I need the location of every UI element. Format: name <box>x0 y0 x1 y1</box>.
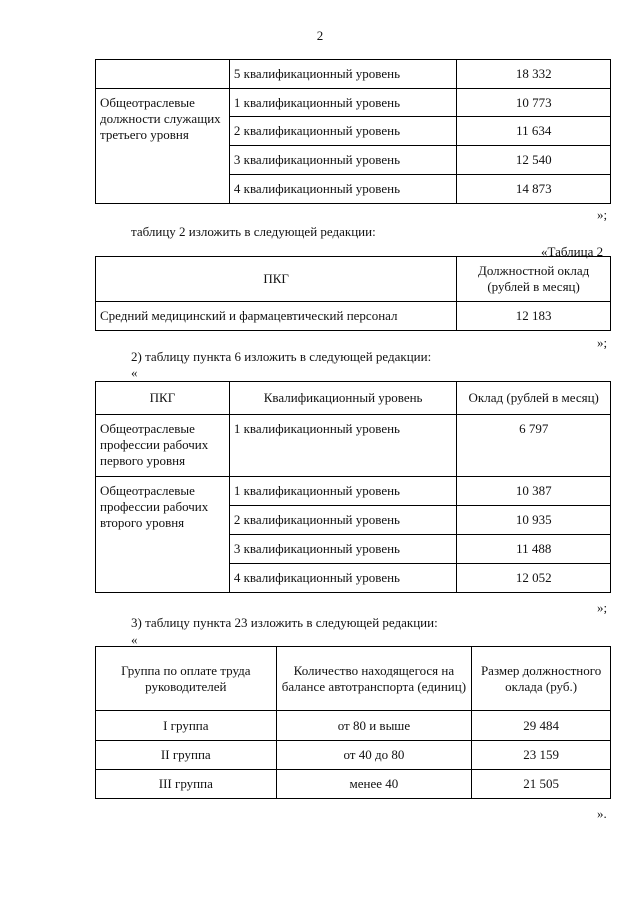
group-cell: Общеотраслевые профессии рабочих второго уровня <box>96 477 230 593</box>
table-header-row <box>96 382 611 415</box>
value-cell: 18 332 <box>457 60 611 89</box>
level-cell: 4 квалификационный уровень <box>229 175 457 204</box>
level-cell: 4 квалификационный уровень <box>229 564 457 593</box>
value-cell: 12 540 <box>457 146 611 175</box>
level-cell: 2 квалификационный уровень <box>229 506 457 535</box>
level-cell: 1 квалификационный уровень <box>229 89 457 117</box>
table-workers-professions <box>95 381 611 593</box>
table-cell-empty <box>96 60 230 89</box>
header-salary: Должностной оклад (рублей в месяц) <box>457 257 611 302</box>
table-header-row <box>96 647 611 711</box>
level-cell: 2 квалификационный уровень <box>229 117 457 146</box>
value-cell: 10 773 <box>457 89 611 117</box>
opening-quote: « <box>131 365 138 380</box>
table-row <box>96 89 611 117</box>
value-cell: 23 159 <box>472 741 611 770</box>
group-cell: II группа <box>96 741 277 770</box>
table-row <box>96 711 611 741</box>
closing-quote: »; <box>597 600 608 615</box>
level-cell: 1 квалификационный уровень <box>229 415 457 477</box>
value-cell: 29 484 <box>472 711 611 741</box>
table-header-row <box>96 257 611 302</box>
group-cell: I группа <box>96 711 277 741</box>
value-cell: 10 935 <box>457 506 611 535</box>
closing-quote: »; <box>597 207 608 222</box>
value-cell: 21 505 <box>472 770 611 799</box>
table-managers-groups <box>95 646 611 799</box>
group-cell: Общеотраслевые профессии рабочих первого уровня <box>96 415 230 477</box>
table-row <box>96 302 611 331</box>
value-cell: 6 797 <box>457 415 611 477</box>
count-cell: от 40 до 80 <box>276 741 472 770</box>
level-cell: 3 квалификационный уровень <box>229 535 457 564</box>
level-cell: 3 квалификационный уровень <box>229 146 457 175</box>
table-row <box>96 741 611 770</box>
table-row <box>96 477 611 506</box>
level-cell: 5 квалификационный уровень <box>229 60 457 89</box>
table-row <box>96 770 611 799</box>
header-level: Квалификационный уровень <box>229 382 457 415</box>
page-number: 2 <box>316 28 324 43</box>
value-cell: 12 052 <box>457 564 611 593</box>
header-count: Количество находящегося на балансе автотранспорта (единиц) <box>276 647 472 711</box>
paragraph-text: 3) таблицу пункта 23 изложить в следующей редакции: <box>131 615 438 630</box>
opening-quote: « <box>131 632 138 647</box>
header-salary: Размер должностного оклада (руб.) <box>472 647 611 711</box>
table-row <box>96 415 611 477</box>
table-row <box>96 60 611 89</box>
header-pkg: ПКГ <box>96 382 230 415</box>
value-cell: 12 183 <box>457 302 611 331</box>
group-cell: Общеотраслевые должности служащих третьего уровня <box>96 89 230 204</box>
header-pkg: ПКГ <box>96 257 457 302</box>
group-cell: III группа <box>96 770 277 799</box>
personnel-cell: Средний медицинский и фармацевтический персонал <box>96 302 457 331</box>
header-salary: Оклад (рублей в месяц) <box>457 382 611 415</box>
closing-quote: ». <box>597 806 607 821</box>
header-group: Группа по оплате труда руководителей <box>96 647 277 711</box>
level-cell: 1 квалификационный уровень <box>229 477 457 506</box>
count-cell: от 80 и выше <box>276 711 472 741</box>
value-cell: 11 634 <box>457 117 611 146</box>
value-cell: 10 387 <box>457 477 611 506</box>
closing-quote: »; <box>597 335 608 350</box>
paragraph-text: таблицу 2 изложить в следующей редакции: <box>131 224 376 239</box>
value-cell: 11 488 <box>457 535 611 564</box>
table-medical-personnel <box>95 256 611 331</box>
paragraph-text: 2) таблицу пункта 6 изложить в следующей редакции: <box>131 349 432 364</box>
table-qualification-employees <box>95 59 611 204</box>
table-caption: «Таблица 2 <box>541 244 604 259</box>
count-cell: менее 40 <box>276 770 472 799</box>
value-cell: 14 873 <box>457 175 611 204</box>
